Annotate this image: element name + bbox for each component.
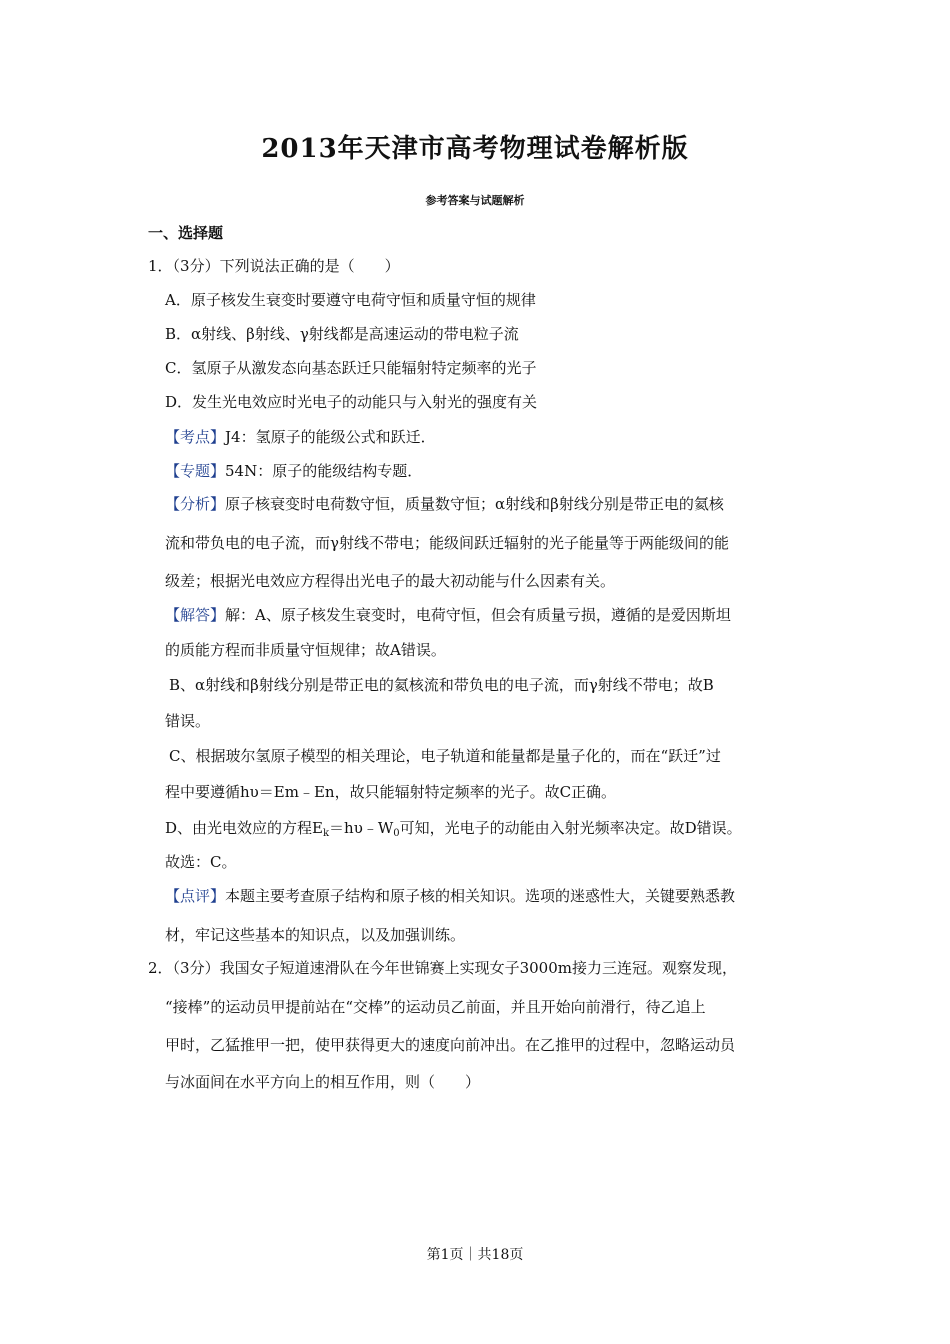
page-footer: 第1页｜共18页 (426, 1247, 524, 1263)
dianping-line-2: 材，牢记这些基本的知识点，以及加强训练。 (165, 926, 466, 944)
jieda-text-1: 解：A、原子核发生衰变时，电荷守恒，但会有质量亏损，遵循的是爱因斯坦 (225, 606, 731, 624)
jieda-line-5: C、根据玻尔氢原子模型的相关理论，电子轨道和能量都是量子化的，而在“跃迁”过 (169, 747, 721, 765)
zhuanti-text: 54N：原子的能级结构专题． (225, 462, 423, 480)
subscript-k: k (322, 828, 330, 839)
page-title: 2013年天津市高考物理试卷解析版 (261, 134, 689, 164)
question-1-option-b: B．α射线、β射线、γ射线都是高速运动的带电粒子流 (165, 325, 519, 343)
section-heading: 一、选择题 (148, 224, 224, 242)
fenxi-line-3: 级差；根据光电效应方程得出光电子的最大初动能与什么因素有关。 (165, 572, 616, 590)
question-2-line-2: “接棒”的运动员甲提前站在“交棒”的运动员乙前面，并且开始向前滑行，待乙追上 (165, 998, 706, 1016)
fenxi-line-1 (165, 494, 724, 514)
jieda-text-7c: 可知，光电子的动能由入射光频率决定。故D错误。 (399, 819, 742, 837)
question-1-option-c: C．氢原子从激发态向基态跃迁只能辐射特定频率的光子 (165, 359, 537, 377)
dianping-text-1: 本题主要考查原子结构和原子核的相关知识。选项的迷惑性大，关键要熟悉教 (225, 887, 736, 905)
kaodian-line (165, 427, 436, 447)
jieda-line-7 (165, 818, 742, 844)
question-1-stem: 1．（3分）下列说法正确的是（ ） (148, 257, 400, 275)
question-1-option-a: A．原子核发生衰变时要遵守电荷守恒和质量守恒的规律 (165, 291, 536, 309)
dianping-line-1 (165, 886, 735, 906)
page-subtitle: 参考答案与试题解析 (425, 194, 525, 207)
fenxi-text-1: 原子核衰变时电荷数守恒，质量数守恒；α射线和β射线分别是带正电的氦核 (225, 495, 724, 513)
zhuanti-tag: 【专题】 (165, 462, 226, 480)
dianping-tag: 【点评】 (165, 887, 226, 905)
fenxi-tag: 【分析】 (165, 495, 226, 513)
question-1-option-d: D．发生光电效应时光电子的动能只与入射光的强度有关 (165, 393, 538, 411)
jieda-text-7a: D、由光电效应的方程E (165, 819, 323, 837)
jieda-line-2: 的质能方程而非质量守恒规律；故A错误。 (165, 641, 446, 659)
question-2-line-4: 与冰面间在水平方向上的相互作用，则（ ） (165, 1073, 481, 1091)
jieda-tag: 【解答】 (165, 606, 226, 624)
subscript-0: 0 (393, 828, 400, 839)
jieda-line-3: B、α射线和β射线分别是带正电的氦核流和带负电的电子流，而γ射线不带电；故B (169, 676, 714, 694)
zhuanti-line (165, 461, 422, 481)
kaodian-tag: 【考点】 (165, 428, 226, 446)
jieda-line-4: 错误。 (165, 712, 211, 730)
kaodian-text: J4：氢原子的能级公式和跃迁． (225, 428, 436, 446)
jieda-line-8: 故选：C。 (165, 853, 237, 871)
fenxi-line-2: 流和带负电的电子流，而γ射线不带电；能级间跃迁辐射的光子能量等于两能级间的能 (165, 534, 729, 552)
jieda-line-6: 程中要遵循hυ＝Em﹣En，故只能辐射特定频率的光子。故C正确。 (165, 783, 617, 801)
question-2-line-1: 2．（3分）我国女子短道速滑队在今年世锦赛上实现女子3000m接力三连冠。观察发现， (148, 959, 737, 977)
jieda-text-7b: ＝hυ﹣W (329, 819, 394, 837)
jieda-line-1 (165, 605, 731, 625)
question-2-line-3: 甲时，乙猛推甲一把，使甲获得更大的速度向前冲出。在乙推甲的过程中，忽略运动员 (165, 1036, 736, 1054)
